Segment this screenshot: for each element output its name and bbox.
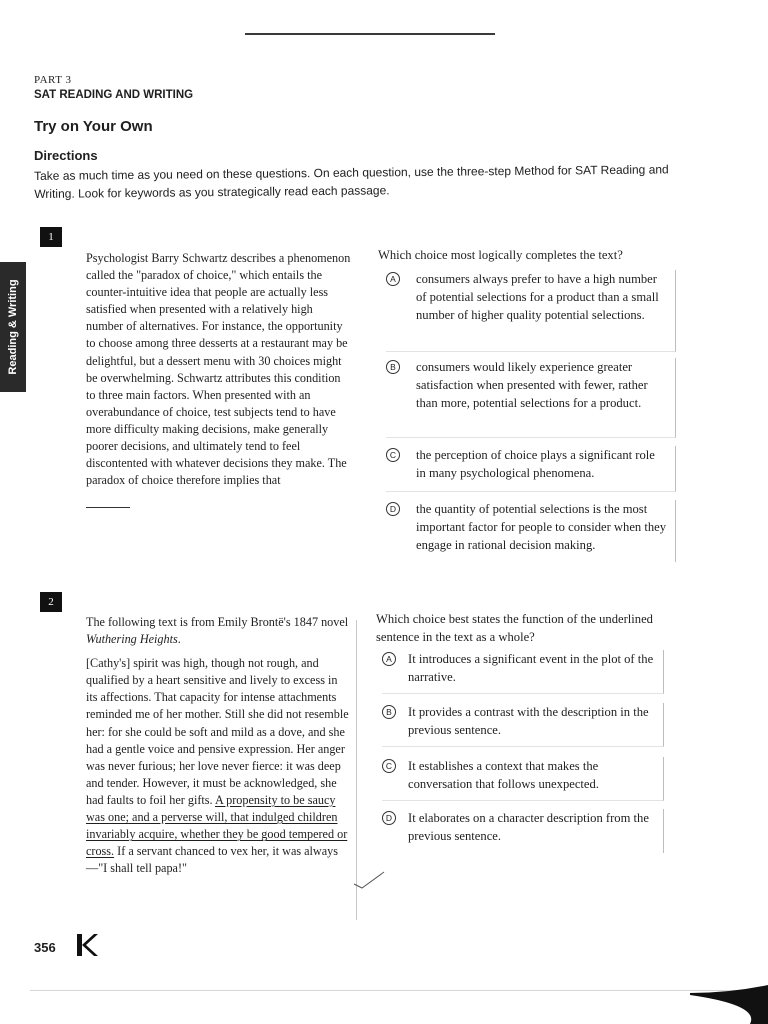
directions-heading: Directions (34, 148, 98, 163)
option-letter-circle: D (386, 502, 400, 516)
passage-2 (86, 614, 351, 884)
try-on-your-own-heading: Try on Your Own (34, 118, 153, 135)
part-label: PART 3 (34, 74, 72, 86)
directions-text: Take as much time as you need on these questions. On each question, use the three-step Method for SAT Reading and Writing. Look for keywords as you strategically read each passage. (34, 162, 669, 201)
section-side-tab (0, 262, 26, 392)
option-letter-circle: C (382, 759, 396, 773)
question-2-option-b[interactable] (382, 703, 664, 747)
option-letter-circle: A (382, 652, 396, 666)
passage-1-text: Psychologist Barry Schwartz describes a phenomenon called the "paradox of choice," which entails the counter-intuitive idea that people are actually less satisfied when presented with a relatively high number of alternatives. For instance, the opportunity to choose among three desserts at a restaurant may be delightful, but a dessert menu with 30 choices might be overwhelming. Schwartz attributes this condition to three main factors. When presented with an overabundance of choice, test subjects tend to have more difficulty making decisions, make generally poorer decisions, and ultimately tend to feel discontented with whatever decisions they make. The paradox of choice therefore implies that (86, 251, 351, 488)
page-corner-shadow-icon (690, 985, 768, 1024)
option-text: the quantity of potential selections is the most important factor for people to consider when they engage in rational decision making. (416, 502, 667, 552)
intro-text: The following text is from Emily Brontë's 1847 novel (86, 615, 349, 629)
option-text: It elaborates on a character description from the previous sentence. (408, 811, 649, 843)
question-1-stem: Which choice most logically completes the text? (378, 248, 623, 262)
question-1-option-b[interactable] (386, 358, 676, 438)
question-number-2: 2 (40, 592, 62, 612)
question-2-option-a[interactable] (382, 650, 664, 694)
question-1-option-d[interactable] (386, 500, 676, 562)
question-1-option-a[interactable] (386, 270, 676, 352)
kaplan-logo-icon (76, 932, 98, 958)
option-text: the perception of choice plays a significant role in many psychological phenomena. (416, 448, 655, 480)
novel-title: Wuthering Heights (86, 632, 178, 647)
option-text: It introduces a significant event in the plot of the narrative. (408, 652, 654, 684)
pencil-check-mark-icon (352, 866, 386, 890)
option-text: consumers would likely experience greater satisfaction when presented with fewer, rather than more, potential selections for a product. (416, 360, 648, 410)
side-tab-label: Reading & Writing (7, 279, 19, 375)
question-2-option-c[interactable] (382, 757, 664, 801)
option-letter-circle: B (382, 705, 396, 719)
option-text: It establishes a context that makes the conversation that follows unexpected. (408, 759, 599, 791)
passage-2-end: If a servant chanced to vex her, it was always—"I shall tell papa!" (86, 844, 338, 876)
option-letter-circle: C (386, 448, 400, 462)
intro-period: . (177, 632, 181, 647)
passage-2-plain: [Cathy's] spirit was high, though not rough, and qualified by a heart sensitive and lively to excess in its affections. That capacity for intense attachments reminded me of her mother. Still she did not resemble her: for she could be soft and mild as a dove, and she had a gentle voice and pensive expression. Her anger was never furious; her love never fierce: it was deep and tender. However, it must be acknowledged, she had faults to foil her gifts. (86, 656, 349, 807)
question-1-option-c[interactable] (386, 446, 676, 492)
top-rule (245, 33, 495, 35)
option-text: consumers always prefer to have a high number of potential selections for a product than a small number of higher quality potential selections. (416, 272, 659, 322)
option-text: It provides a contrast with the description in the previous sentence. (408, 705, 649, 737)
section-title: SAT READING AND WRITING (34, 89, 194, 101)
bottom-rule (30, 990, 768, 991)
page-number: 356 (34, 940, 56, 955)
passage-1 (86, 250, 351, 508)
question-2-stem: Which choice best states the function of the underlined sentence in the text as a whole? (376, 612, 653, 644)
underlined-sentence: A propensity to be saucy was one; and a perverse will, that indulged children invariably acquire, whether they be good tempered or cross. (86, 792, 348, 859)
option-letter-circle: B (386, 360, 400, 374)
option-letter-circle: D (382, 811, 396, 825)
passage-2-intro (86, 614, 351, 648)
option-letter-circle: A (386, 272, 400, 286)
question-2-option-d[interactable] (382, 809, 664, 853)
passage-2-text (86, 655, 351, 877)
question-number-1: 1 (40, 227, 62, 247)
answer-blank-line (86, 507, 130, 508)
